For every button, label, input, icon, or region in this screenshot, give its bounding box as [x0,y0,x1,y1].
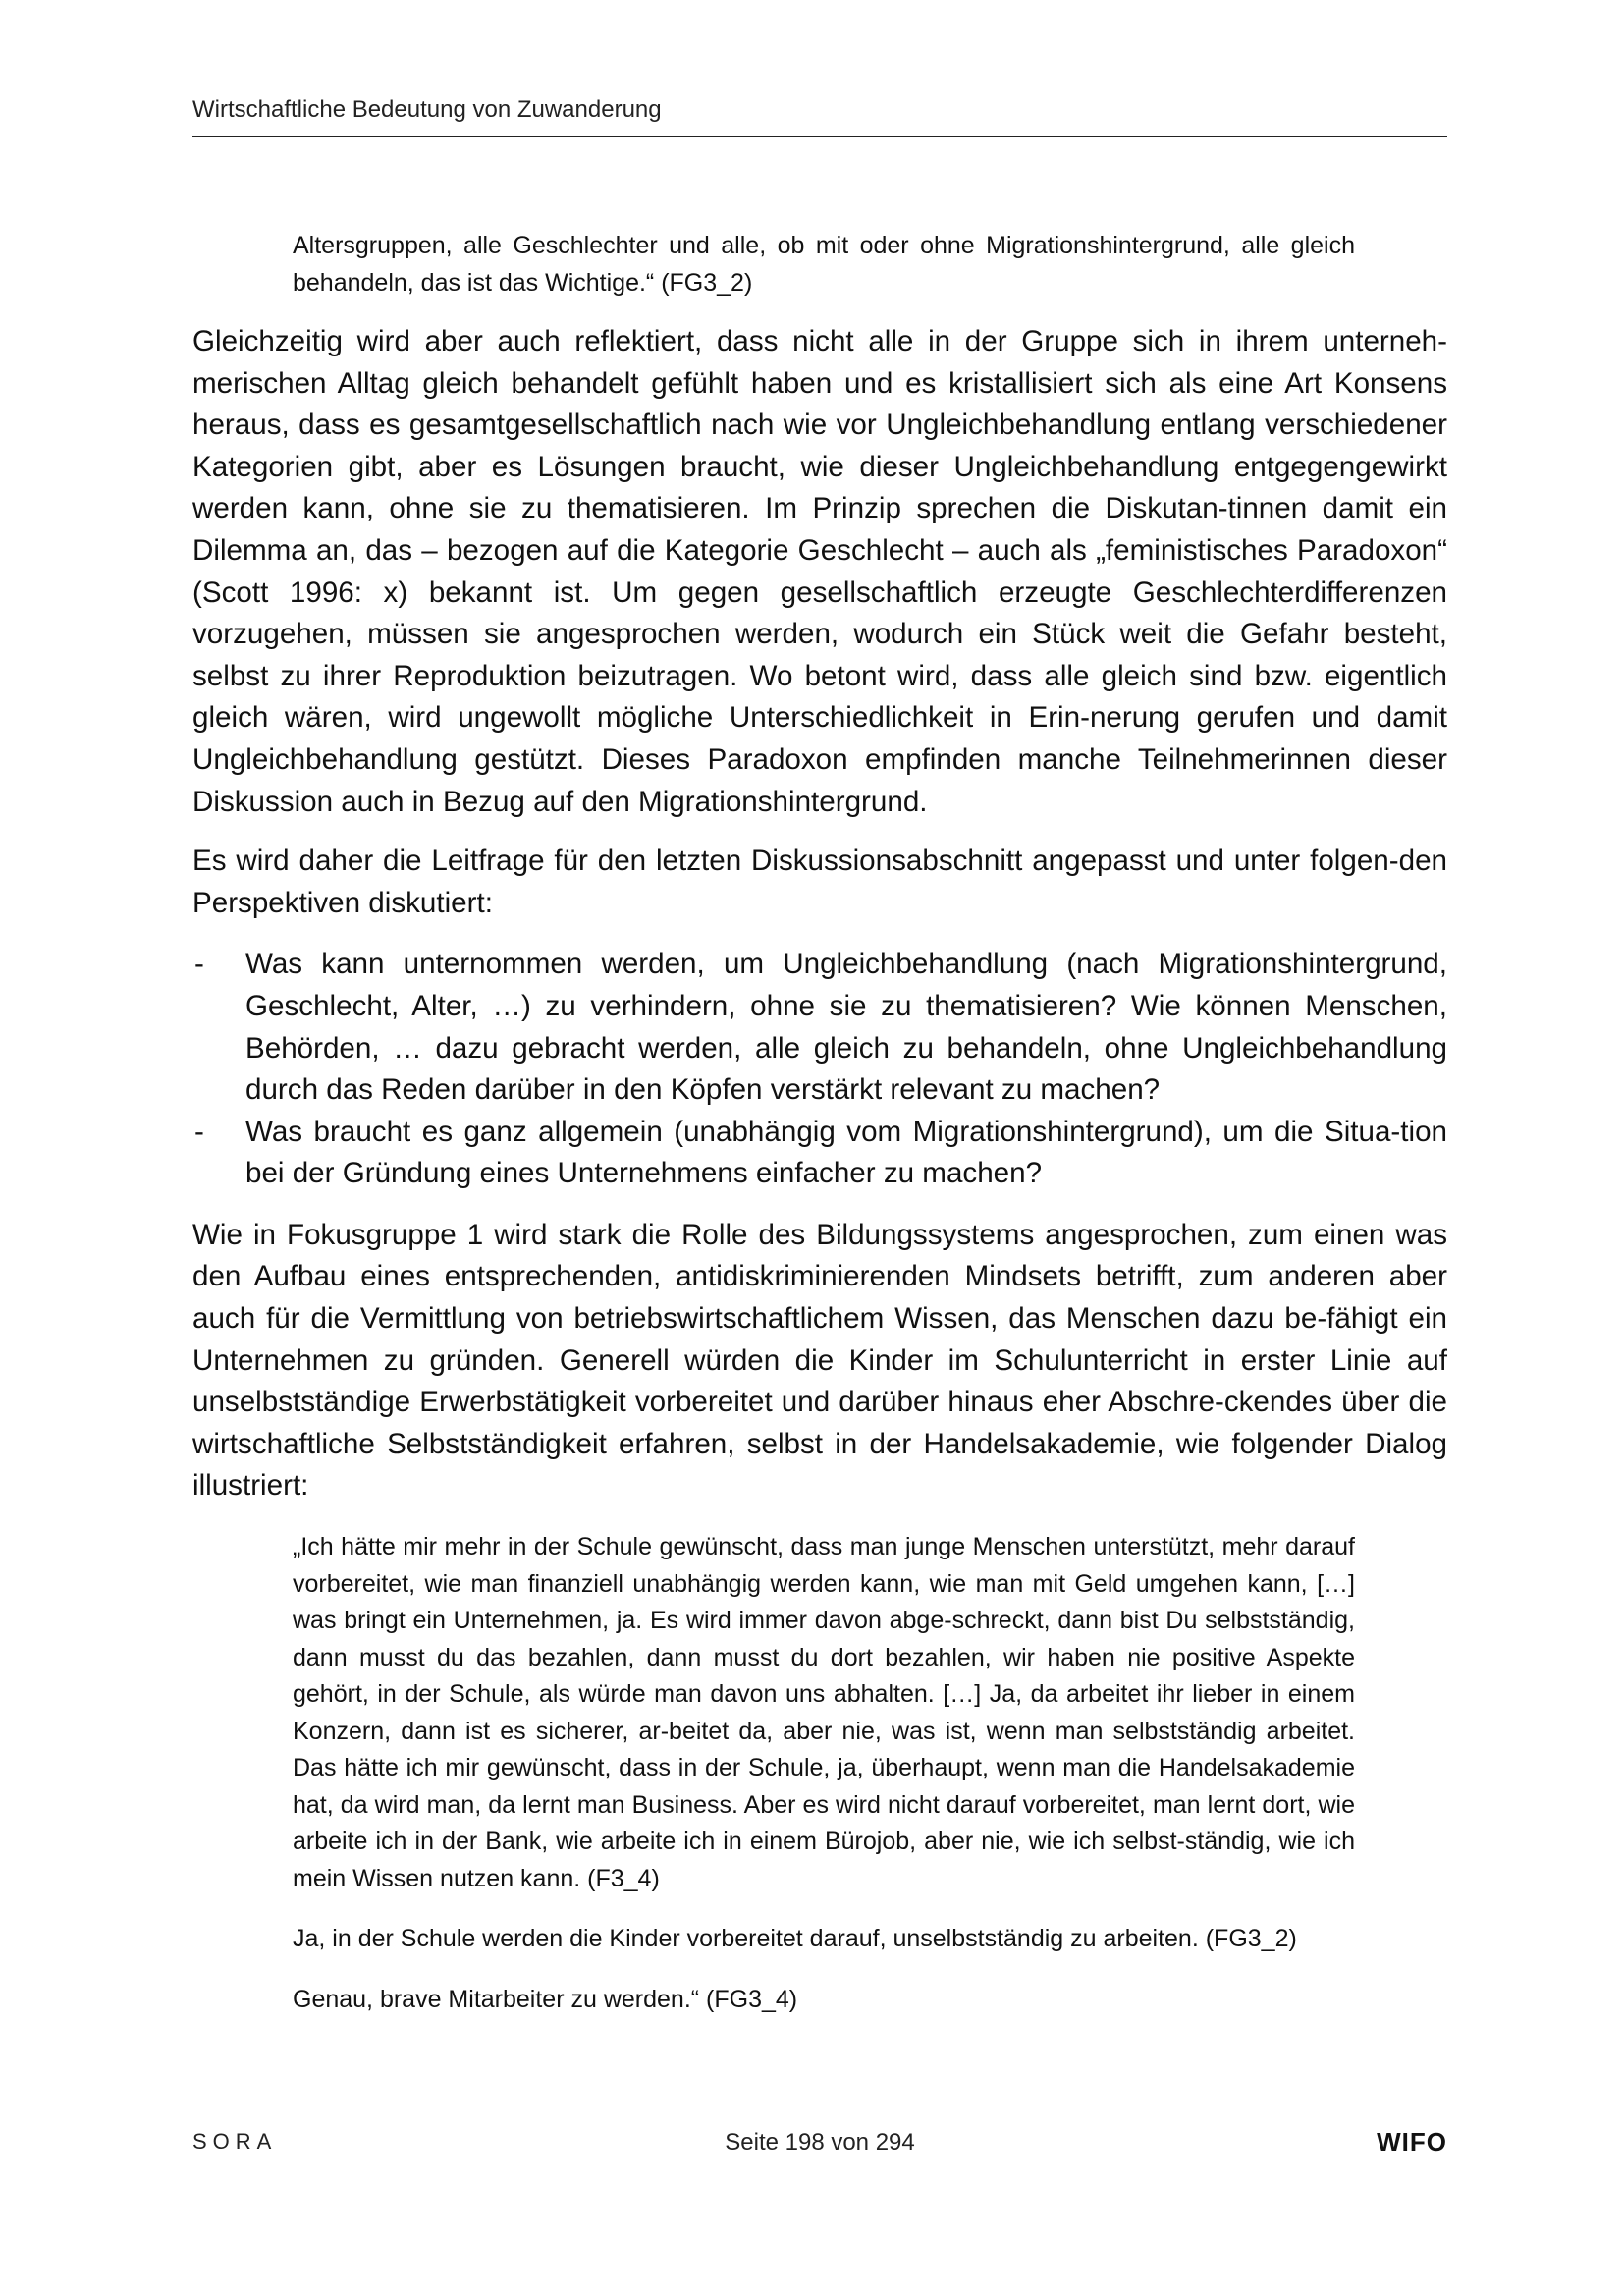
page-footer [192,2129,1447,2168]
quote-paragraph: Ja, in der Schule werden die Kinder vorbereitet darauf, unselbstständig zu arbeiten. (FG3_2) [293,1925,1297,1953]
page-content [192,228,1447,2018]
header-rule [192,136,1447,137]
block-quote-top [293,228,1355,301]
quote-paragraph: Altersgruppen, alle Geschlechter und alle, ob mit oder ohne Migrationshintergrund, alle gleich behandeln, das ist das Wichtige.“ (FG3_2) [293,232,1355,297]
running-header: Wirtschaftliche Bedeutung von Zuwanderung [192,96,662,123]
bullet-marker: - [194,948,204,981]
block-quote-dialog [293,1529,1355,2018]
quote-paragraph: Genau, brave Mitarbeiter zu werden.“ (FG3_4) [293,1985,798,2013]
bullet-item [192,1112,1447,1195]
quote-paragraph: „Ich hätte mir mehr in der Schule gewünscht, dass man junge Menschen unterstützt, mehr darauf vorbereitet, wie man finanziell unabhängig werden kann, wie man mit Geld umgehen kann, […] was bringt ein Unternehmen, ja. Es wird immer davon abge-schreckt, dann bist Du selbstständig, dann musst du das bezahlen, dann musst du dort bezahlen, wir haben nie positive Aspekte gehört, in der Schule, als würde man davon uns abhalten. […] Ja, da arbeitet ihr lieber in einem Konzern, dann ist es sicherer, ar-beitet da, aber nie, was ist, wenn man selbstständig arbeitet. Das hätte ich mir gewünscht, dass in der Schule, ja, überhaupt, wenn man die Handelsakademie hat, da wird man, da lernt man Business. Aber es wird nicht darauf vorbereitet, man lernt dort, wie arbeite ich in der Bank, wie arbeite ich in einem Bürojob, aber nie, wie ich selbst-ständig, wie ich mein Wissen nutzen kann. (F3_4) [293,1533,1355,1892]
bullet-text: Was kann unternommen werden, um Ungleichbehandlung (nach Migrationshintergrund, Geschlecht, Alter, …) zu verhindern, ohne sie zu thematisieren? Wie können Menschen, Behörden, … dazu gebracht werden, alle gleich zu behandeln, ohne Ungleichbehandlung durch das Reden darüber in den Köpfen verstärkt relevant zu machen? [245,948,1447,1107]
bullet-marker: - [194,1115,204,1148]
page-number: Seite 198 von 294 [725,2129,915,2156]
bullet-list [192,944,1447,1195]
body-paragraph-1: Gleichzeitig wird aber auch reflektiert, dass nicht alle in der Gruppe sich in ihrem unterneh-merischen Alltag gleich behandelt gefühlt haben und es kristallisiert sich als eine Art Konsens heraus, dass es gesamtgesellschaftlich nach wie vor Ungleichbehandlung entlang verschiedener Kategorien gibt, aber es Lösungen braucht, wie dieser Ungleichbehandlung entgegengewirkt werden kann, ohne sie zu thematisieren. Im Prinzip sprechen die Diskutan-tinnen damit ein Dilemma an, das – bezogen auf die Kategorie Geschlecht – auch als „feministisches Paradoxon“ (Scott 1996: x) bekannt ist. Um gegen gesellschaftlich erzeugte Geschlechterdifferenzen vorzugehen, müssen sie angesprochen werden, wodurch ein Stück weit die Gefahr besteht, selbst zu ihrer Reproduktion beizutragen. Wo betont wird, dass alle gleich sind bzw. eigentlich gleich wären, wird ungewollt mögliche Unterschiedlichkeit in Erin-nerung gerufen und damit Ungleichbehandlung gestützt. Dieses Paradoxon empfinden manche Teilnehmerinnen dieser Diskussion auch in Bezug auf den Migrationshintergrund. [192,325,1447,818]
wifo-logo: WIFO [1377,2127,1447,2157]
sora-logo: SORA [192,2129,278,2154]
body-paragraph-3: Wie in Fokusgruppe 1 wird stark die Rolle des Bildungssystems angesprochen, zum einen was den Aufbau eines entsprechenden, antidiskriminierenden Mindsets betrifft, zum anderen aber auch für die Vermittlung von betriebswirtschaftlichem Wissen, das Menschen dazu be-fähigt ein Unternehmen zu gründen. Generell würden die Kinder im Schulunterricht in erster Linie auf unselbstständige Erwerbstätigkeit vorbereitet und darüber hinaus eher Abschre-ckendes über die wirtschaftliche Selbstständigkeit erfahren, selbst in der Handelsakademie, wie folgender Dialog illustriert: [192,1218,1447,1503]
bullet-item [192,944,1447,1111]
body-paragraph-2: Es wird daher die Leitfrage für den letzten Diskussionsabschnitt angepasst und unter folgen-den Perspektiven diskutiert: [192,845,1447,919]
bullet-text: Was braucht es ganz allgemein (unabhängig vom Migrationshintergrund), um die Situa-tion bei der Gründung eines Unternehmens einfacher zu machen? [245,1115,1447,1190]
